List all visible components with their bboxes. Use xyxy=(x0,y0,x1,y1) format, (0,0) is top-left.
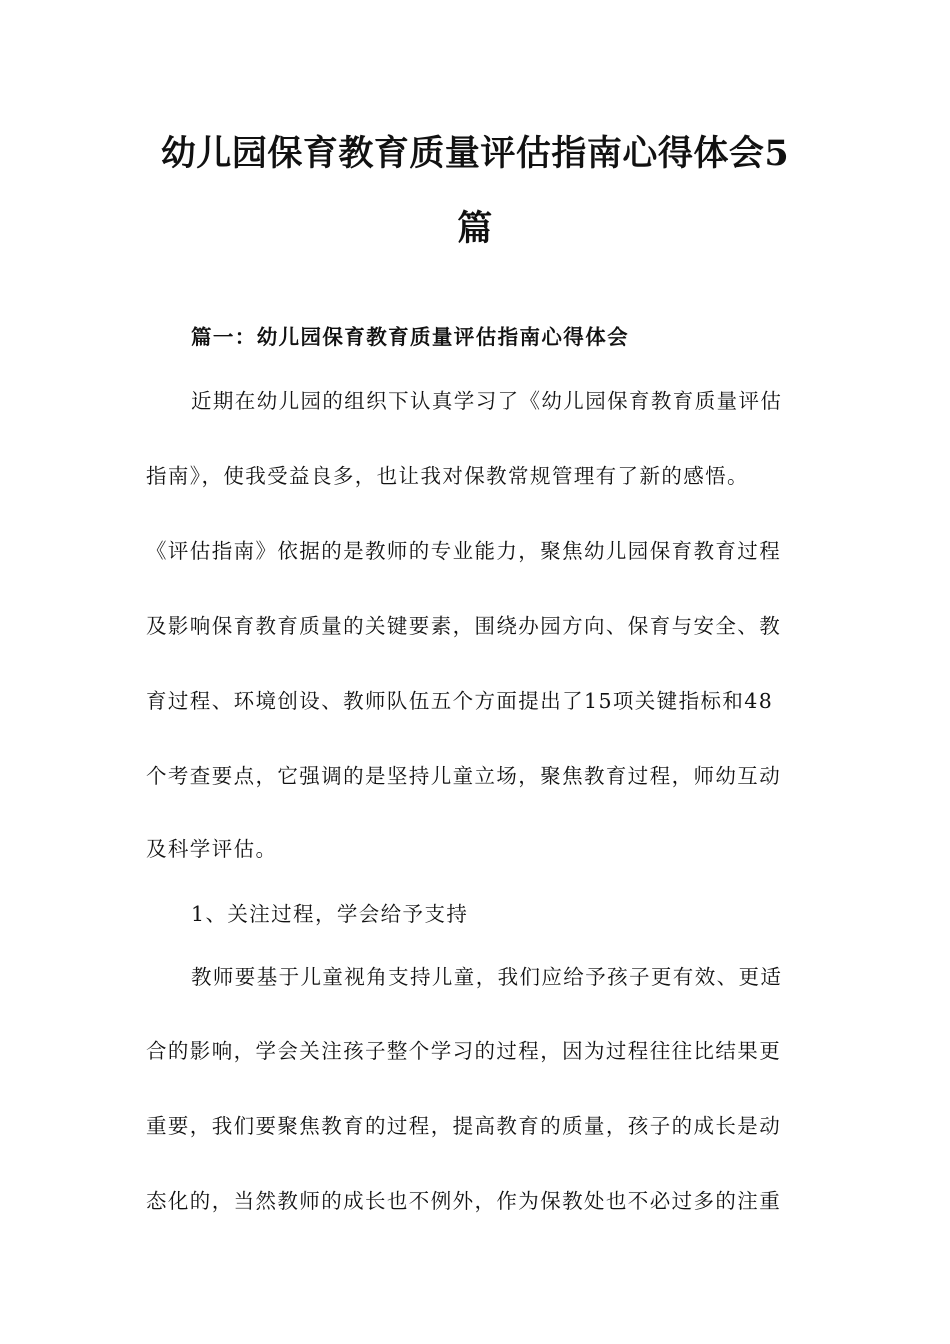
paragraph-line: 个考查要点，它强调的是坚持儿童立场，聚焦教育过程，师幼互动 xyxy=(146,764,782,788)
paragraph-line: 指南》，使我受益良多，也让我对保教常规管理有了新的感悟。 xyxy=(146,464,749,488)
paragraph-line: 态化的，当然教师的成长也不例外，作为保教处也不必过多的注重 xyxy=(146,1189,782,1213)
paragraph-line: 近期在幼儿园的组织下认真学习了《幼儿园保育教育质量评估 xyxy=(191,389,783,413)
paragraph-line: 及影响保育教育质量的关键要素，围绕办园方向、保育与安全、教 xyxy=(146,614,782,638)
document-title xyxy=(130,116,820,266)
section-heading: 篇一：幼儿园保育教育质量评估指南心得体会 xyxy=(191,325,629,349)
paragraph-line: 合的影响，学会关注孩子整个学习的过程，因为过程往往比结果更 xyxy=(146,1039,782,1063)
paragraph-line: 育过程、环境创设、教师队伍五个方面提出了15项关键指标和48 xyxy=(146,689,774,713)
paragraph-line: 《评估指南》依据的是教师的专业能力，聚焦幼儿园保育教育过程 xyxy=(146,539,782,563)
title-line-2: 篇 xyxy=(457,208,493,249)
paragraph-line: 教师要基于儿童视角支持儿童，我们应给予孩子更有效、更适 xyxy=(191,965,783,989)
subheading: 1、关注过程，学会给予支持 xyxy=(191,902,469,926)
title-line-1: 幼儿园保育教育质量评估指南心得体会5 xyxy=(160,133,790,174)
paragraph-line: 重要，我们要聚焦教育的过程，提高教育的质量，孩子的成长是动 xyxy=(146,1114,782,1138)
paragraph-line: 及科学评估。 xyxy=(146,837,278,861)
